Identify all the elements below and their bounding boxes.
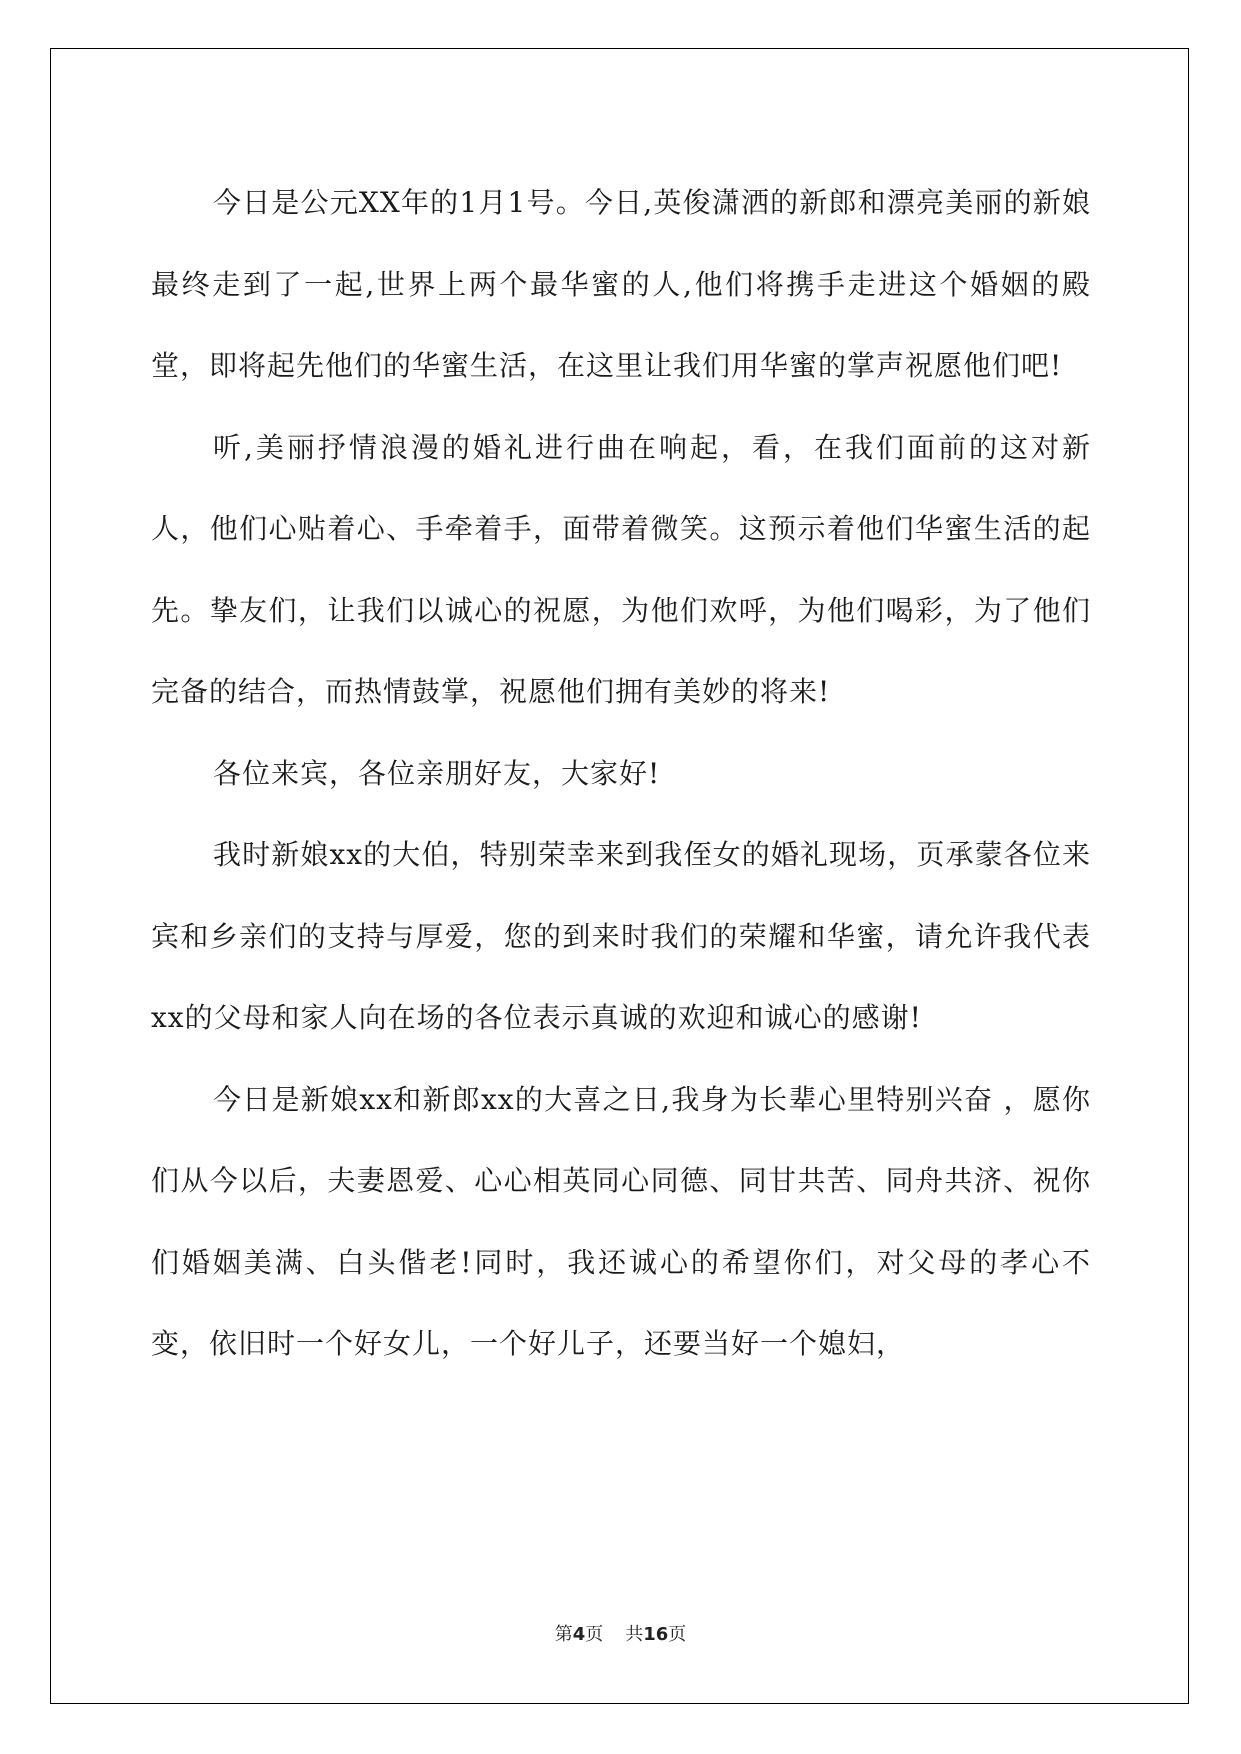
page-prefix: 第	[554, 1624, 573, 1645]
total-pages: 16	[643, 1624, 669, 1645]
paragraph-2: 听,美丽抒情浪漫的婚礼进行曲在响起，看，在我们面前的这对新人，他们心贴着心、手牵着手，面带着微笑。这预示着他们华蜜生活的起先。挚友们，让我们以诚心的祝愿，为他们欢呼，为他们喝彩，为了他们完备的结合，而热情鼓掌，祝愿他们拥有美妙的将来!	[151, 430, 1091, 708]
paragraph-3: 各位来宾，各位亲朋好友，大家好!	[213, 756, 661, 790]
paragraph-4: 我时新娘xx的大伯，特别荣幸来到我侄女的婚礼现场，页承蒙各位来宾和乡亲们的支持与厚爱，您的到来时我们的荣耀和华蜜，请允许我代表xx的父母和家人向在场的各位表示真诚的欢迎和诚心的感谢!	[151, 838, 1091, 1034]
document-body	[151, 162, 1091, 1385]
total-suffix: 页	[668, 1624, 687, 1645]
paragraph-1: 今日是公元XX年的1月1号。今日,英俊潇洒的新郎和漂亮美丽的新娘最终走到了一起,世界上两个最华蜜的人,他们将携手走进这个婚姻的殿堂，即将起先他们的华蜜生活，在这里让我们用华蜜的掌声祝愿他们吧!	[151, 186, 1091, 382]
page-number: 4	[572, 1624, 586, 1645]
paragraph-5: 今日是新娘xx和新郎xx的大喜之日,我身为长辈心里特别兴奋 ，愿你们从今以后，夫妻恩爱、心心相英同心同德、同甘共苦、同舟共济、祝你们婚姻美满、白头偕老!同时，我还诚心的希望你们，对父母的孝心不变，依旧时一个好女儿，一个好儿子，还要当好一个媳妇，	[151, 1082, 1091, 1360]
total-prefix: 共	[625, 1624, 644, 1645]
page-suffix: 页	[585, 1624, 604, 1645]
page-footer	[0, 1620, 1241, 1646]
